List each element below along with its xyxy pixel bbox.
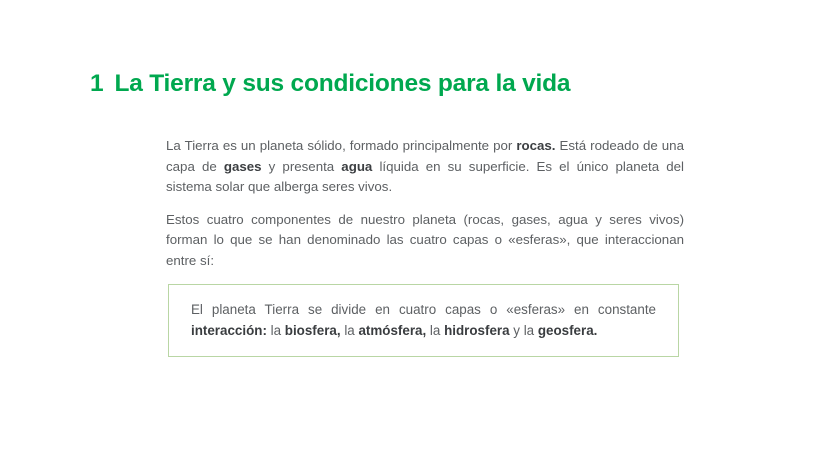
- callout-segment-4: la: [426, 323, 445, 338]
- callout-segment-5: y la: [509, 323, 538, 338]
- paragraph-1-segment-4: líquida en su superficie. Es el único planeta del sistema solar que alberga seres vivos.: [166, 158, 685, 194]
- page-title-text: La Tierra y sus condiciones para la vida: [114, 70, 571, 97]
- paragraph-1-segment-2: Está rodeado de una capa de: [166, 138, 684, 174]
- paragraph-1-bold-agua: agua: [341, 158, 373, 174]
- paragraph-2: Estos cuatro componentes de nuestro planeta (rocas, gases, agua y seres vivos) forman lo que se han denominado las cuatro capas o «esferas», que interaccionan entre sí:: [166, 211, 684, 268]
- callout-text: [191, 299, 656, 341]
- callout-bold-geosfera: geosfera.: [537, 323, 598, 338]
- paragraph-1: [166, 136, 684, 198]
- callout-segment-3: la: [340, 323, 359, 338]
- callout-segment-2: la: [266, 323, 285, 338]
- page-title: [90, 70, 570, 98]
- callout-bold-biosfera: biosfera,: [284, 323, 341, 338]
- callout-bold-hidrosfera: hidrosfera: [444, 323, 510, 338]
- page-title-number: 1: [90, 70, 104, 97]
- paragraph-1-segment-3: y presenta: [261, 158, 342, 174]
- callout-bold-interaccion: interacción:: [191, 323, 267, 338]
- paragraph-1-segment-1: La Tierra es un planeta sólido, formado principalmente por: [166, 138, 517, 153]
- highlight-callout-box: [168, 284, 679, 357]
- callout-segment-1: El planeta Tierra se divide en cuatro capas o «esferas» en constante: [191, 302, 656, 317]
- paragraph-1-bold-rocas: rocas.: [516, 138, 556, 153]
- callout-bold-atmosfera: atmósfera,: [358, 323, 427, 338]
- paragraph-1-bold-gases: gases: [223, 158, 262, 174]
- body-text-block: [166, 136, 684, 271]
